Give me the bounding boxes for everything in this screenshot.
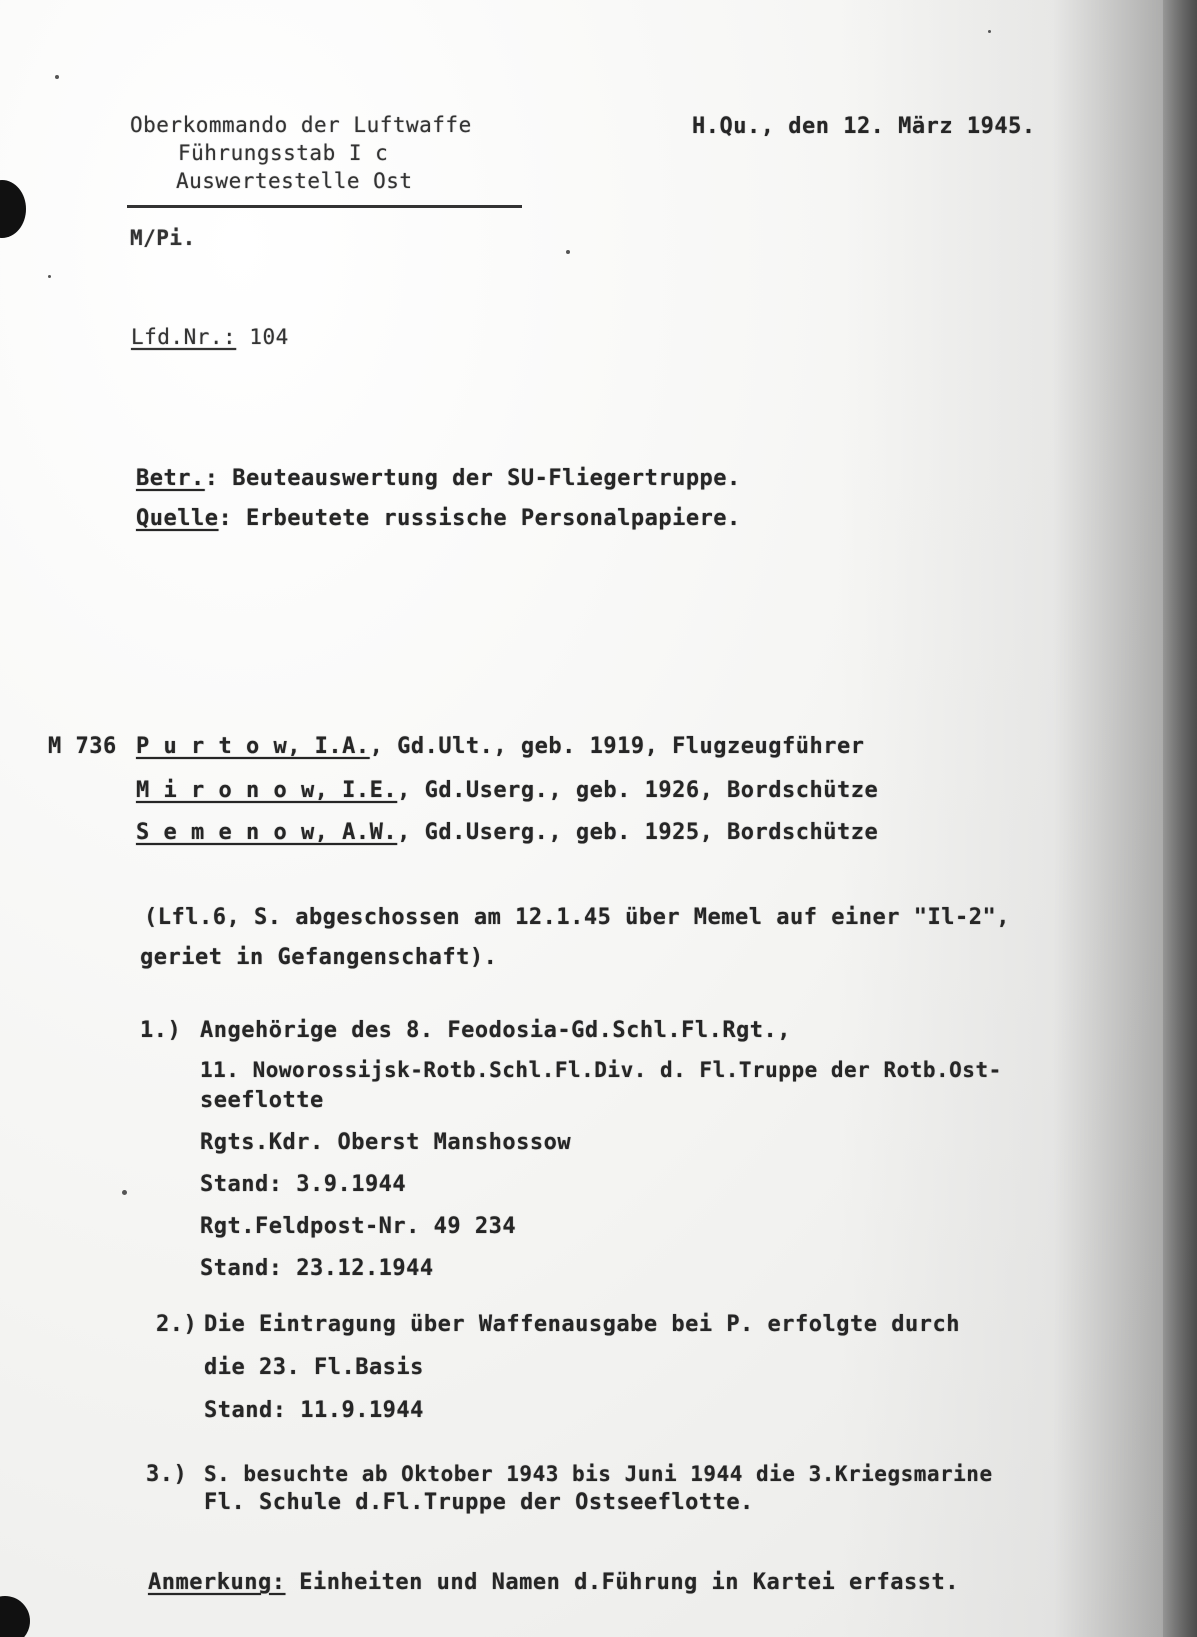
item-3-number: 3.) — [146, 1462, 188, 1487]
item-1-line-5: Stand: 3.9.1944 — [200, 1172, 407, 1197]
punch-hole-top — [0, 180, 26, 238]
item-3-line-1: S. besuchte ab Oktober 1943 bis Juni 1944 die 3.Kriegsmarine — [204, 1462, 993, 1486]
lfd-label: Lfd.Nr.: — [131, 325, 237, 349]
lfd-nr — [131, 325, 289, 349]
item-2-line-2: die 23. Fl.Basis — [204, 1355, 424, 1380]
item-2-line-3: Stand: 11.9.1944 — [204, 1398, 424, 1423]
quelle-text: : Erbeutete russische Personalpapiere. — [218, 506, 741, 531]
item-2-number: 2.) — [156, 1312, 198, 1337]
person-2-details: , Gd.Userg., geb. 1926, Bordschütze — [397, 778, 879, 803]
note-line-2: geriet in Gefangenschaft). — [140, 945, 498, 970]
speck — [48, 275, 51, 278]
betr-label: Betr. — [136, 466, 205, 491]
item-1-number: 1.) — [140, 1018, 182, 1043]
item-2-line-1: Die Eintragung über Waffenausgabe bei P. erfolgte durch — [204, 1312, 960, 1337]
remark-label: Anmerkung: — [148, 1570, 286, 1595]
person-3-name: S e m e n o w, A.W. — [136, 820, 398, 845]
org-line-1: Oberkommando der Luftwaffe — [130, 113, 472, 137]
item-3-line-2: Fl. Schule d.Fl.Truppe der Ostseeflotte. — [204, 1490, 754, 1515]
remark — [148, 1570, 959, 1595]
betr-text: : Beuteauswertung der SU-Fliegertruppe. — [204, 466, 741, 491]
speck — [566, 250, 570, 254]
quelle-label: Quelle — [136, 506, 219, 531]
org-line-3: Auswertestelle Ost — [176, 169, 413, 193]
speck — [122, 1190, 127, 1195]
person-2 — [136, 778, 878, 803]
speck — [55, 75, 59, 79]
item-1-line-4: Rgts.Kdr. Oberst Manshossow — [200, 1130, 572, 1155]
punch-hole-bottom — [0, 1596, 30, 1637]
lfd-value: 104 — [249, 325, 289, 349]
person-1-details: , Gd.Ult., geb. 1919, Flugzeugführer — [369, 734, 865, 759]
note-line-1: (Lfl.6, S. abgeschossen am 12.1.45 über Memel auf einer "Il-2", — [144, 905, 1010, 930]
item-1-line-7: Stand: 23.12.1944 — [200, 1256, 434, 1281]
subject-quelle — [136, 506, 741, 531]
item-1-line-2: 11. Noworossijsk-Rotb.Schl.Fl.Div. d. Fl.Truppe der Rotb.Ost- — [200, 1058, 1002, 1082]
person-3 — [136, 820, 878, 845]
item-1-line-1: Angehörige des 8. Feodosia-Gd.Schl.Fl.Rgt., — [200, 1018, 792, 1043]
person-1-name: P u r t o w, I.A. — [136, 734, 370, 759]
person-1 — [136, 734, 865, 759]
person-3-details: , Gd.Userg., geb. 1925, Bordschütze — [397, 820, 879, 845]
person-2-name: M i r o n o w, I.E. — [136, 778, 398, 803]
item-1-line-3: seeflotte — [200, 1088, 324, 1113]
page-edge-shadow — [1163, 0, 1197, 1637]
item-1-line-6: Rgt.Feldpost-Nr. 49 234 — [200, 1214, 517, 1239]
org-line-2: Führungsstab I c — [178, 141, 389, 165]
entry-number: M 736 — [48, 734, 117, 759]
subject-betr — [136, 466, 741, 491]
place-date: H.Qu., den 12. März 1945. — [692, 114, 1036, 139]
speck — [988, 30, 991, 33]
reference-code: M/Pi. — [130, 226, 196, 250]
header-rule — [127, 205, 522, 208]
remark-text: Einheiten und Namen d.Führung in Kartei erfasst. — [285, 1570, 959, 1595]
